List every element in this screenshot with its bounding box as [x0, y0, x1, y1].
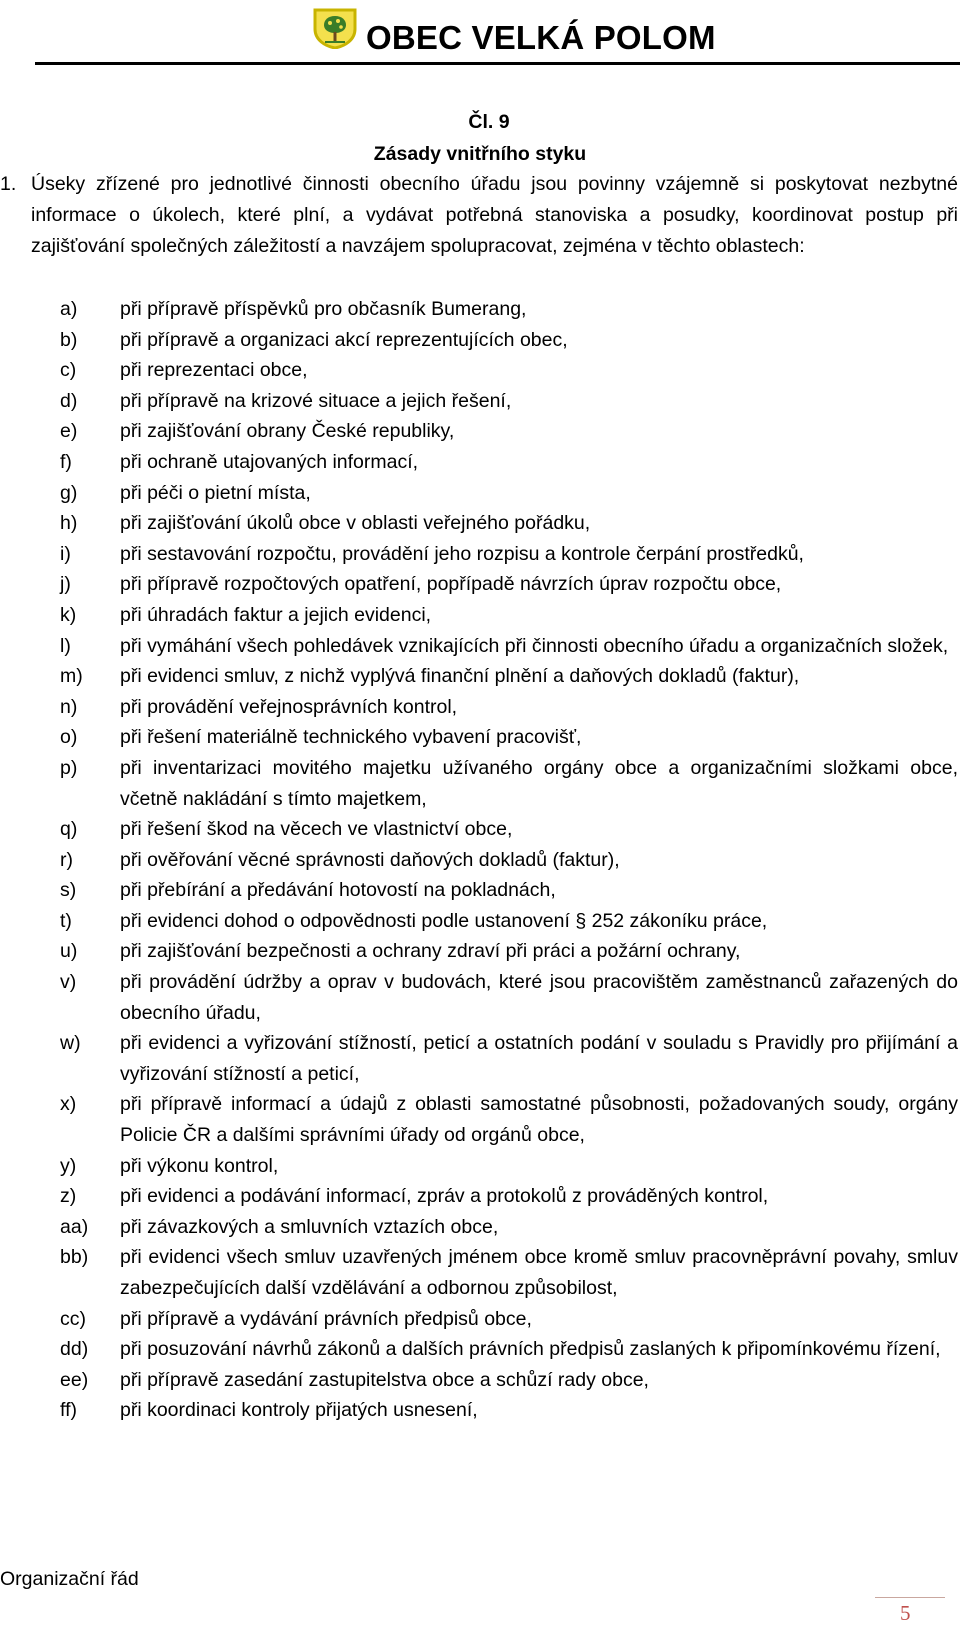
list-item-marker: j)	[60, 573, 71, 596]
list-item-text: při evidenci a podávání informací, zpráv a protokolů z prováděných kontrol,	[120, 1185, 769, 1208]
list-item-marker: s)	[60, 879, 77, 902]
list-item	[0, 478, 958, 509]
list-item	[0, 631, 958, 662]
page-header	[0, 0, 960, 66]
list-item-marker: z)	[60, 1185, 77, 1208]
list-item	[0, 325, 958, 356]
list-item	[0, 722, 958, 753]
list-item	[0, 386, 958, 417]
list-item-marker: t)	[60, 909, 72, 932]
list-item-text: při přípravě a organizaci akcí reprezentujících obec,	[120, 328, 568, 351]
list-item-text: při zajišťování bezpečnosti a ochrany zdraví při práci a požární ochrany,	[120, 940, 741, 963]
list-item	[0, 1395, 958, 1426]
paragraph-text: Úseky zřízené pro jednotlivé činnosti obecního úřadu jsou povinny vzájemně si poskytovat nezbytné informace o úkolech, které plní, a vydávat potřebná stanoviska a posudky, koordinovat postup při zajišťování společných záležitostí a navzájem spolupracovat, zejména v těchto oblastech:	[31, 173, 958, 257]
list-item	[0, 416, 958, 447]
areas-list	[0, 294, 958, 1426]
list-item-marker: h)	[60, 512, 78, 535]
list-item-text: při evidenci dohod o odpovědnosti podle ustanovení § 252 zákoníku práce,	[120, 909, 768, 932]
list-item-marker: k)	[60, 603, 77, 626]
list-item	[0, 875, 958, 906]
list-item-text: při sestavování rozpočtu, provádění jeho rozpisu a kontrole čerpání prostředků,	[120, 542, 804, 565]
list-item-text: při ověřování věcné správnosti daňových dokladů (faktur),	[120, 848, 620, 871]
list-item-marker: c)	[60, 359, 77, 382]
list-item-text: při závazkových a smluvních vztazích obce,	[120, 1215, 499, 1238]
article-number: Čl. 9	[468, 111, 510, 133]
list-item	[0, 814, 958, 845]
list-item	[0, 1304, 958, 1335]
list-item-marker: u)	[60, 940, 78, 963]
list-item	[0, 600, 958, 631]
list-item	[0, 661, 958, 692]
list-item	[0, 355, 958, 386]
list-item-marker: w)	[60, 1032, 81, 1055]
page-number: 5	[900, 1601, 911, 1625]
list-item-marker: cc)	[60, 1307, 86, 1330]
list-item-text: při přípravě rozpočtových opatření, popřípadě návrzích úprav rozpočtu obce,	[120, 573, 782, 596]
list-item	[0, 1028, 958, 1089]
article-title: Zásady vnitřního styku	[373, 143, 587, 165]
list-item	[0, 569, 958, 600]
list-item	[0, 508, 958, 539]
paragraph-number: 1.	[0, 173, 17, 195]
list-item-text: při výkonu kontrol,	[120, 1154, 279, 1177]
list-item-marker: d)	[60, 389, 78, 412]
list-item-marker: l)	[60, 634, 71, 657]
organization-title: OBEC VELKÁ POLOM	[366, 19, 716, 56]
list-item-text: při ochraně utajovaných informací,	[120, 450, 419, 473]
list-item-text: při úhradách faktur a jejich evidenci,	[120, 603, 432, 626]
list-item	[0, 294, 958, 325]
list-item	[0, 1089, 958, 1150]
list-item	[0, 936, 958, 967]
list-item	[0, 539, 958, 570]
list-item-text: při reprezentaci obce,	[120, 359, 308, 382]
list-item-marker: x)	[60, 1093, 77, 1116]
list-item-marker: p)	[60, 756, 78, 779]
list-item	[0, 1334, 958, 1365]
list-item-text: při přípravě příspěvků pro občasník Bumerang,	[120, 298, 527, 320]
list-item	[0, 906, 958, 937]
list-item-text: při evidenci smluv, z nichž vyplývá finanční plnění a daňových dokladů (faktur),	[120, 665, 800, 688]
list-item-marker: dd)	[60, 1338, 89, 1361]
header-divider	[35, 62, 960, 65]
list-item-marker: aa)	[60, 1215, 89, 1238]
list-item	[0, 1151, 958, 1182]
list-item-marker: m)	[60, 665, 83, 688]
list-item-text: při zajišťování obrany České republiky,	[120, 420, 455, 443]
list-item-text: při evidenci všech smluv uzavřených jménem obce kromě smluv pracovněprávní povahy, smluv zabezpečujících další vzdělávání a odbornou způsobilost,	[120, 1246, 958, 1299]
list-item-text: při inventarizaci movitého majetku užívaného orgány obce a organizačními složkami obce, včetně nakládání s tímto majetkem,	[120, 756, 958, 810]
list-item-marker: v)	[60, 971, 77, 994]
list-item-text: při řešení škod na věcech ve vlastnictví obce,	[120, 818, 513, 841]
list-item-text: při přípravě zasedání zastupitelstva obce a schůzí rady obce,	[120, 1368, 649, 1391]
list-item-marker: y)	[60, 1154, 77, 1177]
list-item-text: při zajišťování úkolů obce v oblasti veřejného pořádku,	[120, 512, 591, 535]
list-item-marker: a)	[60, 298, 78, 320]
list-item-text: při přebírání a předávání hotovostí na pokladnách,	[120, 879, 556, 902]
list-item	[0, 1365, 958, 1396]
list-item-marker: ff)	[60, 1399, 77, 1422]
list-item-text: při koordinaci kontroly přijatých usnesení,	[120, 1399, 478, 1422]
list-item-marker: b)	[60, 328, 78, 351]
list-item	[0, 447, 958, 478]
list-item-marker: f)	[60, 450, 72, 473]
coat-of-arms-icon	[311, 7, 359, 49]
footer-divider	[875, 1597, 945, 1598]
list-item-marker: g)	[60, 481, 78, 504]
list-item-marker: e)	[60, 420, 78, 443]
list-item-text: při provádění veřejnosprávních kontrol,	[120, 695, 458, 718]
list-item	[0, 692, 958, 723]
list-item-text: při přípravě na krizové situace a jejich řešení,	[120, 389, 512, 412]
list-item-marker: bb)	[60, 1246, 89, 1269]
list-item	[0, 1242, 958, 1303]
list-item-text: při péči o pietní místa,	[120, 481, 311, 504]
list-item	[0, 753, 958, 814]
list-item-text: při řešení materiálně technického vybavení pracovišť,	[120, 726, 582, 749]
list-item-marker: q)	[60, 818, 78, 841]
list-item	[0, 845, 958, 876]
list-item-marker: ee)	[60, 1368, 89, 1391]
list-item-text: při evidenci a vyřizování stížností, peticí a ostatních podání v souladu s Pravidly pro přijímání a vyřizování stížností a peticí,	[120, 1032, 958, 1085]
list-item-text: při posuzování návrhů zákonů a dalších právních předpisů zaslaných k připomínkovému řízení,	[120, 1338, 941, 1361]
list-item	[0, 1212, 958, 1243]
list-item-marker: n)	[60, 695, 78, 718]
list-item-marker: i)	[60, 542, 71, 565]
list-item-text: při vymáhání všech pohledávek vznikajících při činnosti obecního úřadu a organizačních složek,	[120, 634, 949, 657]
list-item-text: při provádění údržby a oprav v budovách, které jsou pracovištěm zaměstnanců zařazených do obecního úřadu,	[120, 971, 958, 1024]
list-item	[0, 1181, 958, 1212]
footer-document-name: Organizační řád	[0, 1568, 139, 1590]
list-item	[0, 967, 958, 1028]
list-item-text: při přípravě a vydávání právních předpisů obce,	[120, 1307, 532, 1330]
list-item-marker: o)	[60, 726, 78, 749]
list-item-text: při přípravě informací a údajů z oblasti samostatné působnosti, požadovaných soudy, orgány Policie ČR a dalšími správními úřady od orgánů obce,	[120, 1093, 958, 1147]
list-item-marker: r)	[60, 848, 73, 871]
